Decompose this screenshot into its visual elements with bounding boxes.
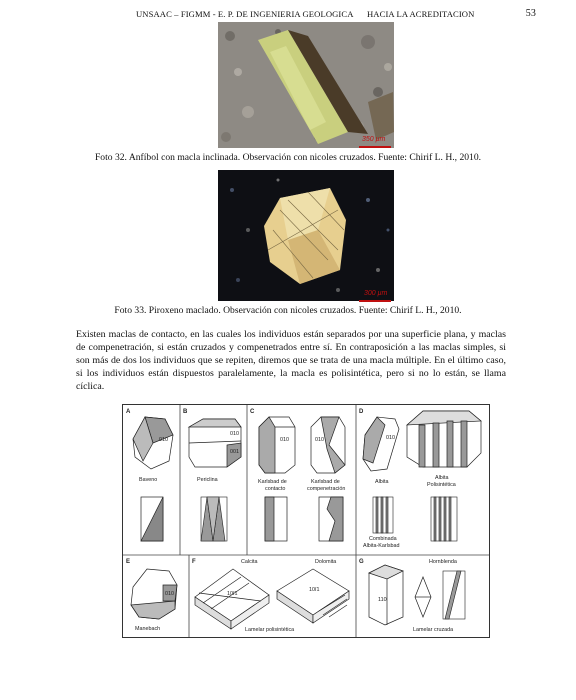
panel-letter-b: B	[183, 409, 188, 415]
page-number: 53	[525, 8, 536, 19]
panel-letter-a: A	[126, 409, 131, 415]
running-header-title: HACIA LA ACREDITACION	[367, 9, 475, 19]
section-hornblenda-hex	[415, 577, 431, 617]
face-label-010-karlsbad-contacto: 010	[280, 437, 289, 443]
panel-letter-d: D	[359, 409, 364, 415]
face-label-010-manebach: 010	[165, 591, 174, 597]
label-baveno: Baveno	[139, 477, 158, 483]
section-albita-polisintetica	[431, 497, 457, 541]
scale-label-photo1: 350 μm	[362, 136, 386, 143]
caption-photo-33: Foto 33. Piroxeno maclado. Observación con nicoles cruzados. Fuente: Chirif L. H., 2010.	[114, 305, 462, 316]
label-manebach: Manebach	[135, 626, 161, 632]
section-karlsbad-compenetracion	[319, 497, 343, 541]
crystal-hornblenda	[369, 565, 403, 625]
section-combinada	[373, 497, 393, 533]
crystal-albita-polisintetica	[407, 411, 481, 467]
label-hornblenda: Hornblenda	[429, 559, 457, 565]
crystal-periclina	[189, 419, 241, 467]
label-karlsbad-comp-2: compenetración	[307, 486, 346, 492]
face-label-001-periclina: 001	[230, 449, 239, 455]
label-karlsbad-contacto-2: contacto	[265, 486, 286, 492]
panel-letter-e: E	[126, 559, 131, 565]
photo-pyroxene-micrograph	[218, 170, 394, 301]
photo-amphibole-micrograph	[218, 22, 394, 148]
crystal-baveno	[133, 417, 173, 469]
label-lamelar-cruzada: Lamelar cruzada	[413, 627, 454, 633]
crystal-albita	[363, 417, 399, 471]
label-combinada-1: Combinada	[369, 536, 397, 542]
caption-photo-32: Foto 32. Anfíbol con macla inclinada. Observación con nicoles cruzados. Fuente: Chirif L. H., 2010.	[94, 152, 482, 163]
face-label-010-karlsbad-comp: 010	[315, 437, 324, 443]
twin-diagram	[123, 405, 489, 637]
crystal-karlsbad-compenetracion	[311, 417, 345, 473]
crystal-dolomita	[277, 569, 349, 623]
crystal-calcita	[195, 569, 269, 629]
label-calcita: Calcita	[241, 559, 258, 565]
section-periclina	[201, 497, 227, 541]
label-albita-poli-2: Polisintética	[427, 482, 456, 488]
figure-crystal-twins	[122, 404, 490, 638]
body-paragraph-twinning: Existen maclas de contacto, en las cuales los individuos están separados por una superficie plana, y maclas de compenetración, si están cruzados y compenetrados entre sí. En contraposición a las maclas simples, si son más de dos los individuos que se repiten, diremos que se trata de una macla múltiple. En el último caso, si los individuos están dispuestos paralelamente, la macla es polisintética, pero si no lo están, se llama cíclica.	[76, 329, 506, 392]
label-dolomita: Dolomita	[315, 559, 337, 565]
label-periclina: Periclina	[197, 477, 218, 483]
face-label-110-hornblenda: 110	[378, 597, 387, 603]
face-label-010-periclina: 010	[230, 431, 239, 437]
face-label-1011-dolomita: 10ī1	[309, 587, 320, 593]
label-combinada-2: Albita-Karlsbad	[363, 543, 400, 549]
label-albita: Albita	[375, 479, 389, 485]
section-karlsbad-contacto	[265, 497, 287, 541]
face-label-010-baveno: 010	[159, 437, 168, 443]
label-karlsbad-contacto-1: Karlsbad de	[258, 479, 287, 485]
scale-bar-photo2	[359, 300, 391, 302]
scale-bar-photo1	[359, 146, 391, 148]
section-baveno	[141, 497, 163, 541]
crystal-karlsbad-contacto	[259, 417, 295, 473]
label-karlsbad-comp-1: Karlsbad de	[311, 479, 340, 485]
face-label-1011-calcita: 10ī1	[227, 591, 238, 597]
section-lamelar-cruzada	[443, 571, 465, 619]
label-albita-poli-1: Albita	[435, 475, 449, 481]
panel-letter-g: G	[359, 559, 364, 565]
scale-label-photo2: 300 μm	[364, 290, 388, 297]
panel-letter-c: C	[250, 409, 255, 415]
running-header-institution: UNSAAC – FIGMM - E. P. DE INGENIERIA GEOLOGICA	[136, 9, 354, 19]
panel-letter-f: F	[192, 559, 196, 565]
face-label-010-albita: 010	[386, 435, 395, 441]
label-lamelar-polisintetica: Lamelar polisintética	[245, 627, 295, 633]
